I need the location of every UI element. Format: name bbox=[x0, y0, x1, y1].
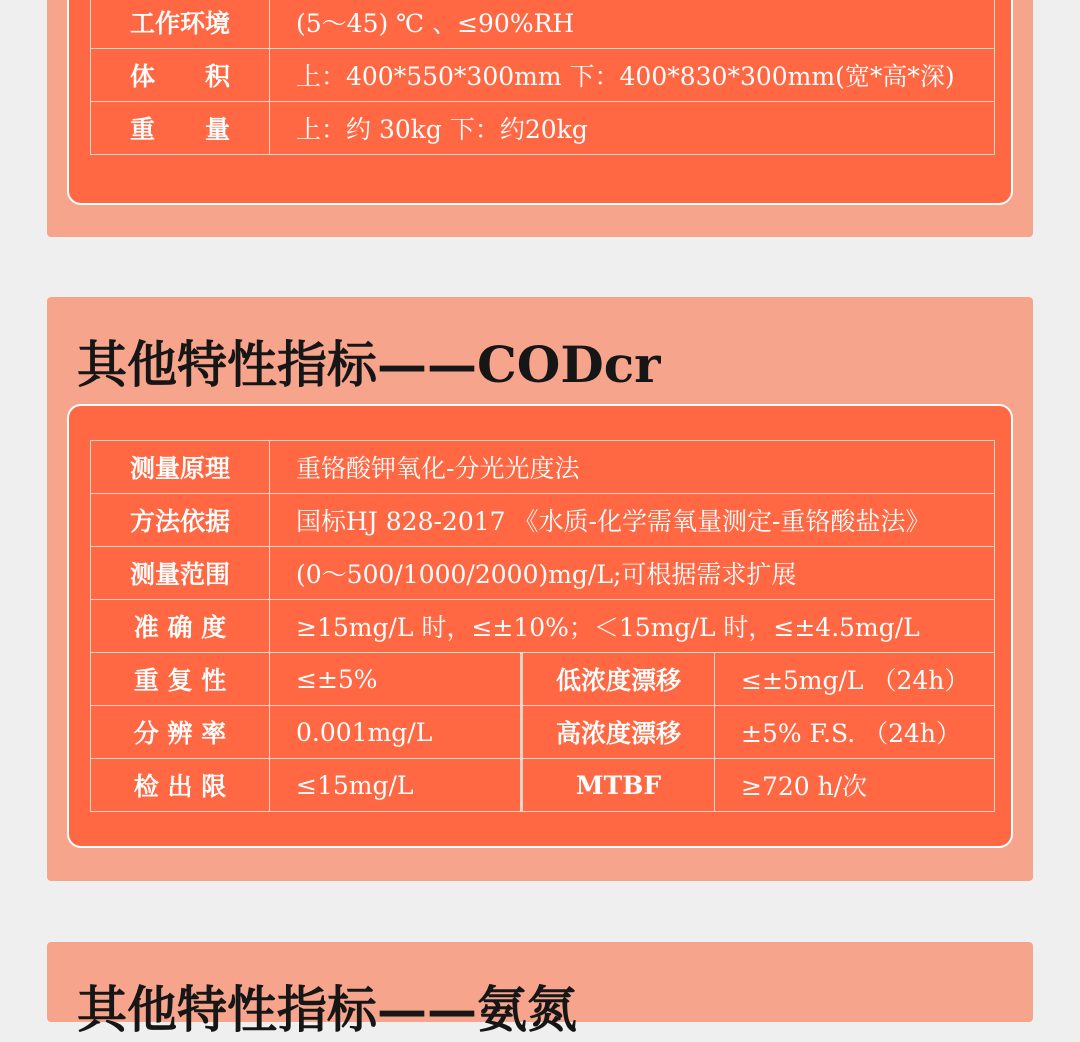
table-row bbox=[91, 653, 995, 706]
spec-label: 低浓度漂移 bbox=[522, 653, 715, 706]
spec-value: 重铬酸钾氧化-分光光度法 bbox=[270, 441, 995, 494]
spec-value: (5～45) ℃ 、≤90%RH bbox=[270, 0, 995, 49]
codcr-spec-card bbox=[67, 404, 1013, 848]
spec-label: 重 量 bbox=[91, 102, 270, 155]
basic-spec-panel bbox=[47, 0, 1033, 237]
codcr-spec-panel bbox=[47, 297, 1033, 881]
table-row bbox=[91, 759, 995, 812]
spec-value: ≤±5% bbox=[270, 653, 522, 706]
spec-label: 体 积 bbox=[91, 49, 270, 102]
spec-label: 测量范围 bbox=[91, 547, 270, 600]
panel-title: 其他特性指标——CODcr bbox=[77, 335, 661, 394]
table-row bbox=[91, 0, 995, 49]
ammonia-spec-panel bbox=[47, 942, 1033, 1039]
basic-spec-card bbox=[67, 0, 1013, 205]
spec-value: ±5% F.S. （24h） bbox=[715, 706, 995, 759]
spec-value: ≥15mg/L 时，≤±10%；＜15mg/L 时，≤±4.5mg/L bbox=[270, 600, 995, 653]
spec-value: (0～500/1000/2000)mg/L;可根据需求扩展 bbox=[270, 547, 995, 600]
spec-label: 方法依据 bbox=[91, 494, 270, 547]
panel-title: 其他特性指标——氨氮 bbox=[77, 980, 577, 1039]
spec-value: ≤15mg/L bbox=[270, 759, 522, 812]
spec-label: 检 出 限 bbox=[91, 759, 270, 812]
codcr-spec-table bbox=[90, 440, 995, 812]
spec-value: 国标HJ 828-2017 《水质-化学需氧量测定-重铬酸盐法》 bbox=[270, 494, 995, 547]
basic-spec-table bbox=[90, 0, 995, 155]
spec-value: 上：400*550*300mm 下：400*830*300mm(宽*高*深) bbox=[270, 49, 995, 102]
table-row bbox=[91, 441, 995, 494]
table-row bbox=[91, 706, 995, 759]
spec-label: MTBF bbox=[522, 759, 715, 812]
spec-value: 上：约 30kg 下：约20kg bbox=[270, 102, 995, 155]
spec-label: 工作环境 bbox=[91, 0, 270, 49]
spec-label: 高浓度漂移 bbox=[522, 706, 715, 759]
table-row bbox=[91, 547, 995, 600]
spec-label: 准 确 度 bbox=[91, 600, 270, 653]
spec-value: ≥720 h/次 bbox=[715, 759, 995, 812]
spec-label: 测量原理 bbox=[91, 441, 270, 494]
spec-label: 重 复 性 bbox=[91, 653, 270, 706]
table-row bbox=[91, 494, 995, 547]
spec-value: 0.001mg/L bbox=[270, 706, 522, 759]
table-row bbox=[91, 49, 995, 102]
spec-label: 分 辨 率 bbox=[91, 706, 270, 759]
spec-value: ≤±5mg/L （24h） bbox=[715, 653, 995, 706]
table-row bbox=[91, 102, 995, 155]
table-row bbox=[91, 600, 995, 653]
